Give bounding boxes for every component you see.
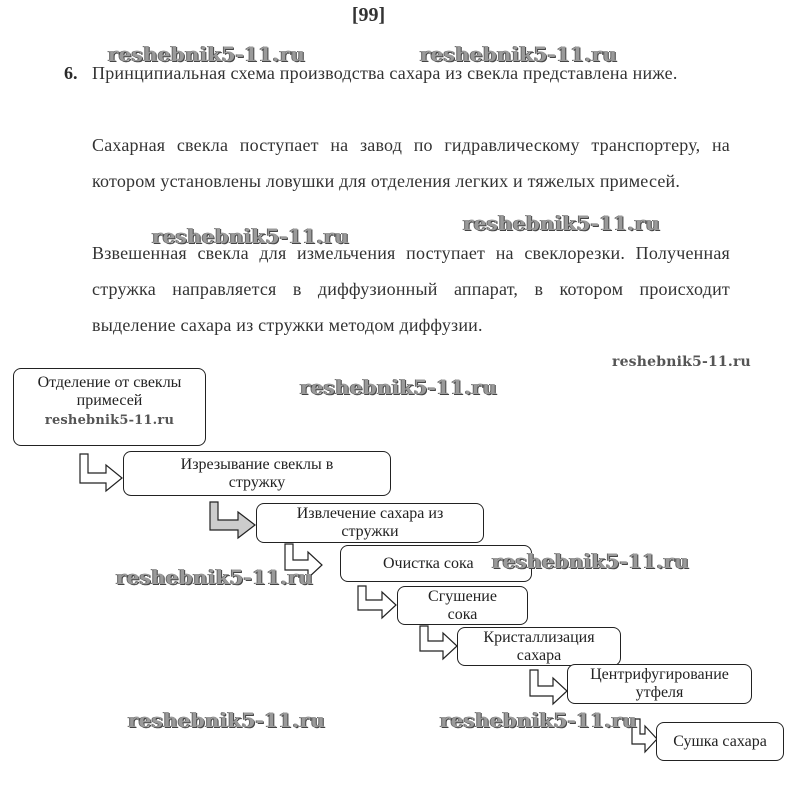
arrow-4 bbox=[358, 586, 396, 618]
watermark: reshebnik5-11.ru bbox=[116, 565, 314, 589]
flow-step-7 bbox=[567, 664, 752, 704]
arrow-2 bbox=[210, 502, 255, 538]
flow-step-4-line1: Очистка сока bbox=[383, 554, 474, 572]
paragraph-diffusion: Взвешенная свекла для измельчения поступает на свеклорезки. Полученная стружка направляется в диффузионный аппарат, в котором происходит выделение сахара из стружки методом диффузии. bbox=[92, 243, 730, 335]
flow-step-3 bbox=[256, 503, 484, 543]
flow-step-5-line1: Сгушение bbox=[428, 587, 497, 605]
watermark: reshebnik5-11.ru bbox=[463, 211, 661, 235]
flow-step-7-line2: утфеля bbox=[635, 684, 684, 701]
arrow-6 bbox=[530, 670, 567, 704]
watermark: reshebnik5-11.ru bbox=[300, 375, 498, 399]
paragraph-intro: Принципиальная схема производства сахара из свекла представлена ниже. bbox=[92, 63, 678, 83]
watermark: reshebnik5-11.ru bbox=[128, 708, 326, 732]
flow-step-3-line2: стружки bbox=[341, 523, 399, 540]
flow-step-5 bbox=[397, 586, 528, 625]
flow-step-1-line2: примесей bbox=[76, 392, 143, 409]
arrow-1 bbox=[80, 454, 122, 491]
flow-step-3-line1: Извлечение сахара из bbox=[296, 505, 444, 522]
flow-step-7-line1: Центрифугирование bbox=[590, 666, 729, 683]
watermark: reshebnik5-11.ru bbox=[612, 354, 751, 370]
flow-step-1-line1: Отделение от свеклы bbox=[37, 374, 182, 391]
watermark: reshebnik5-11.ru bbox=[420, 42, 618, 66]
flow-step-1 bbox=[13, 368, 206, 446]
watermark: reshebnik5-11.ru bbox=[492, 549, 690, 573]
flow-step-2 bbox=[123, 451, 391, 496]
flow-step-5-line2: сока bbox=[447, 605, 478, 623]
watermark: reshebnik5-11.ru bbox=[44, 413, 175, 428]
flow-step-2-line1: Изрезывание свеклы в bbox=[180, 455, 334, 473]
question-number: 6. bbox=[64, 63, 78, 83]
flow-step-8 bbox=[656, 722, 784, 761]
flow-step-2-line2: стружку bbox=[228, 473, 286, 491]
flow-step-6 bbox=[457, 627, 621, 666]
flow-step-8-line1: Сушка сахара bbox=[673, 732, 767, 750]
watermark: reshebnik5-11.ru bbox=[440, 708, 638, 732]
paragraph-transport: Сахарная свекла поступает на завод по гидравлическому транспортеру, на котором установлены ловушки для отделения легких и тяжелых примесей. bbox=[92, 135, 730, 191]
watermark: reshebnik5-11.ru bbox=[108, 42, 306, 66]
flow-step-6-line1: Кристаллизация bbox=[483, 628, 595, 646]
arrow-5 bbox=[420, 626, 457, 659]
watermark: reshebnik5-11.ru bbox=[152, 224, 350, 248]
flow-step-6-line2: сахара bbox=[516, 646, 562, 664]
page-number: [99] bbox=[351, 4, 386, 26]
